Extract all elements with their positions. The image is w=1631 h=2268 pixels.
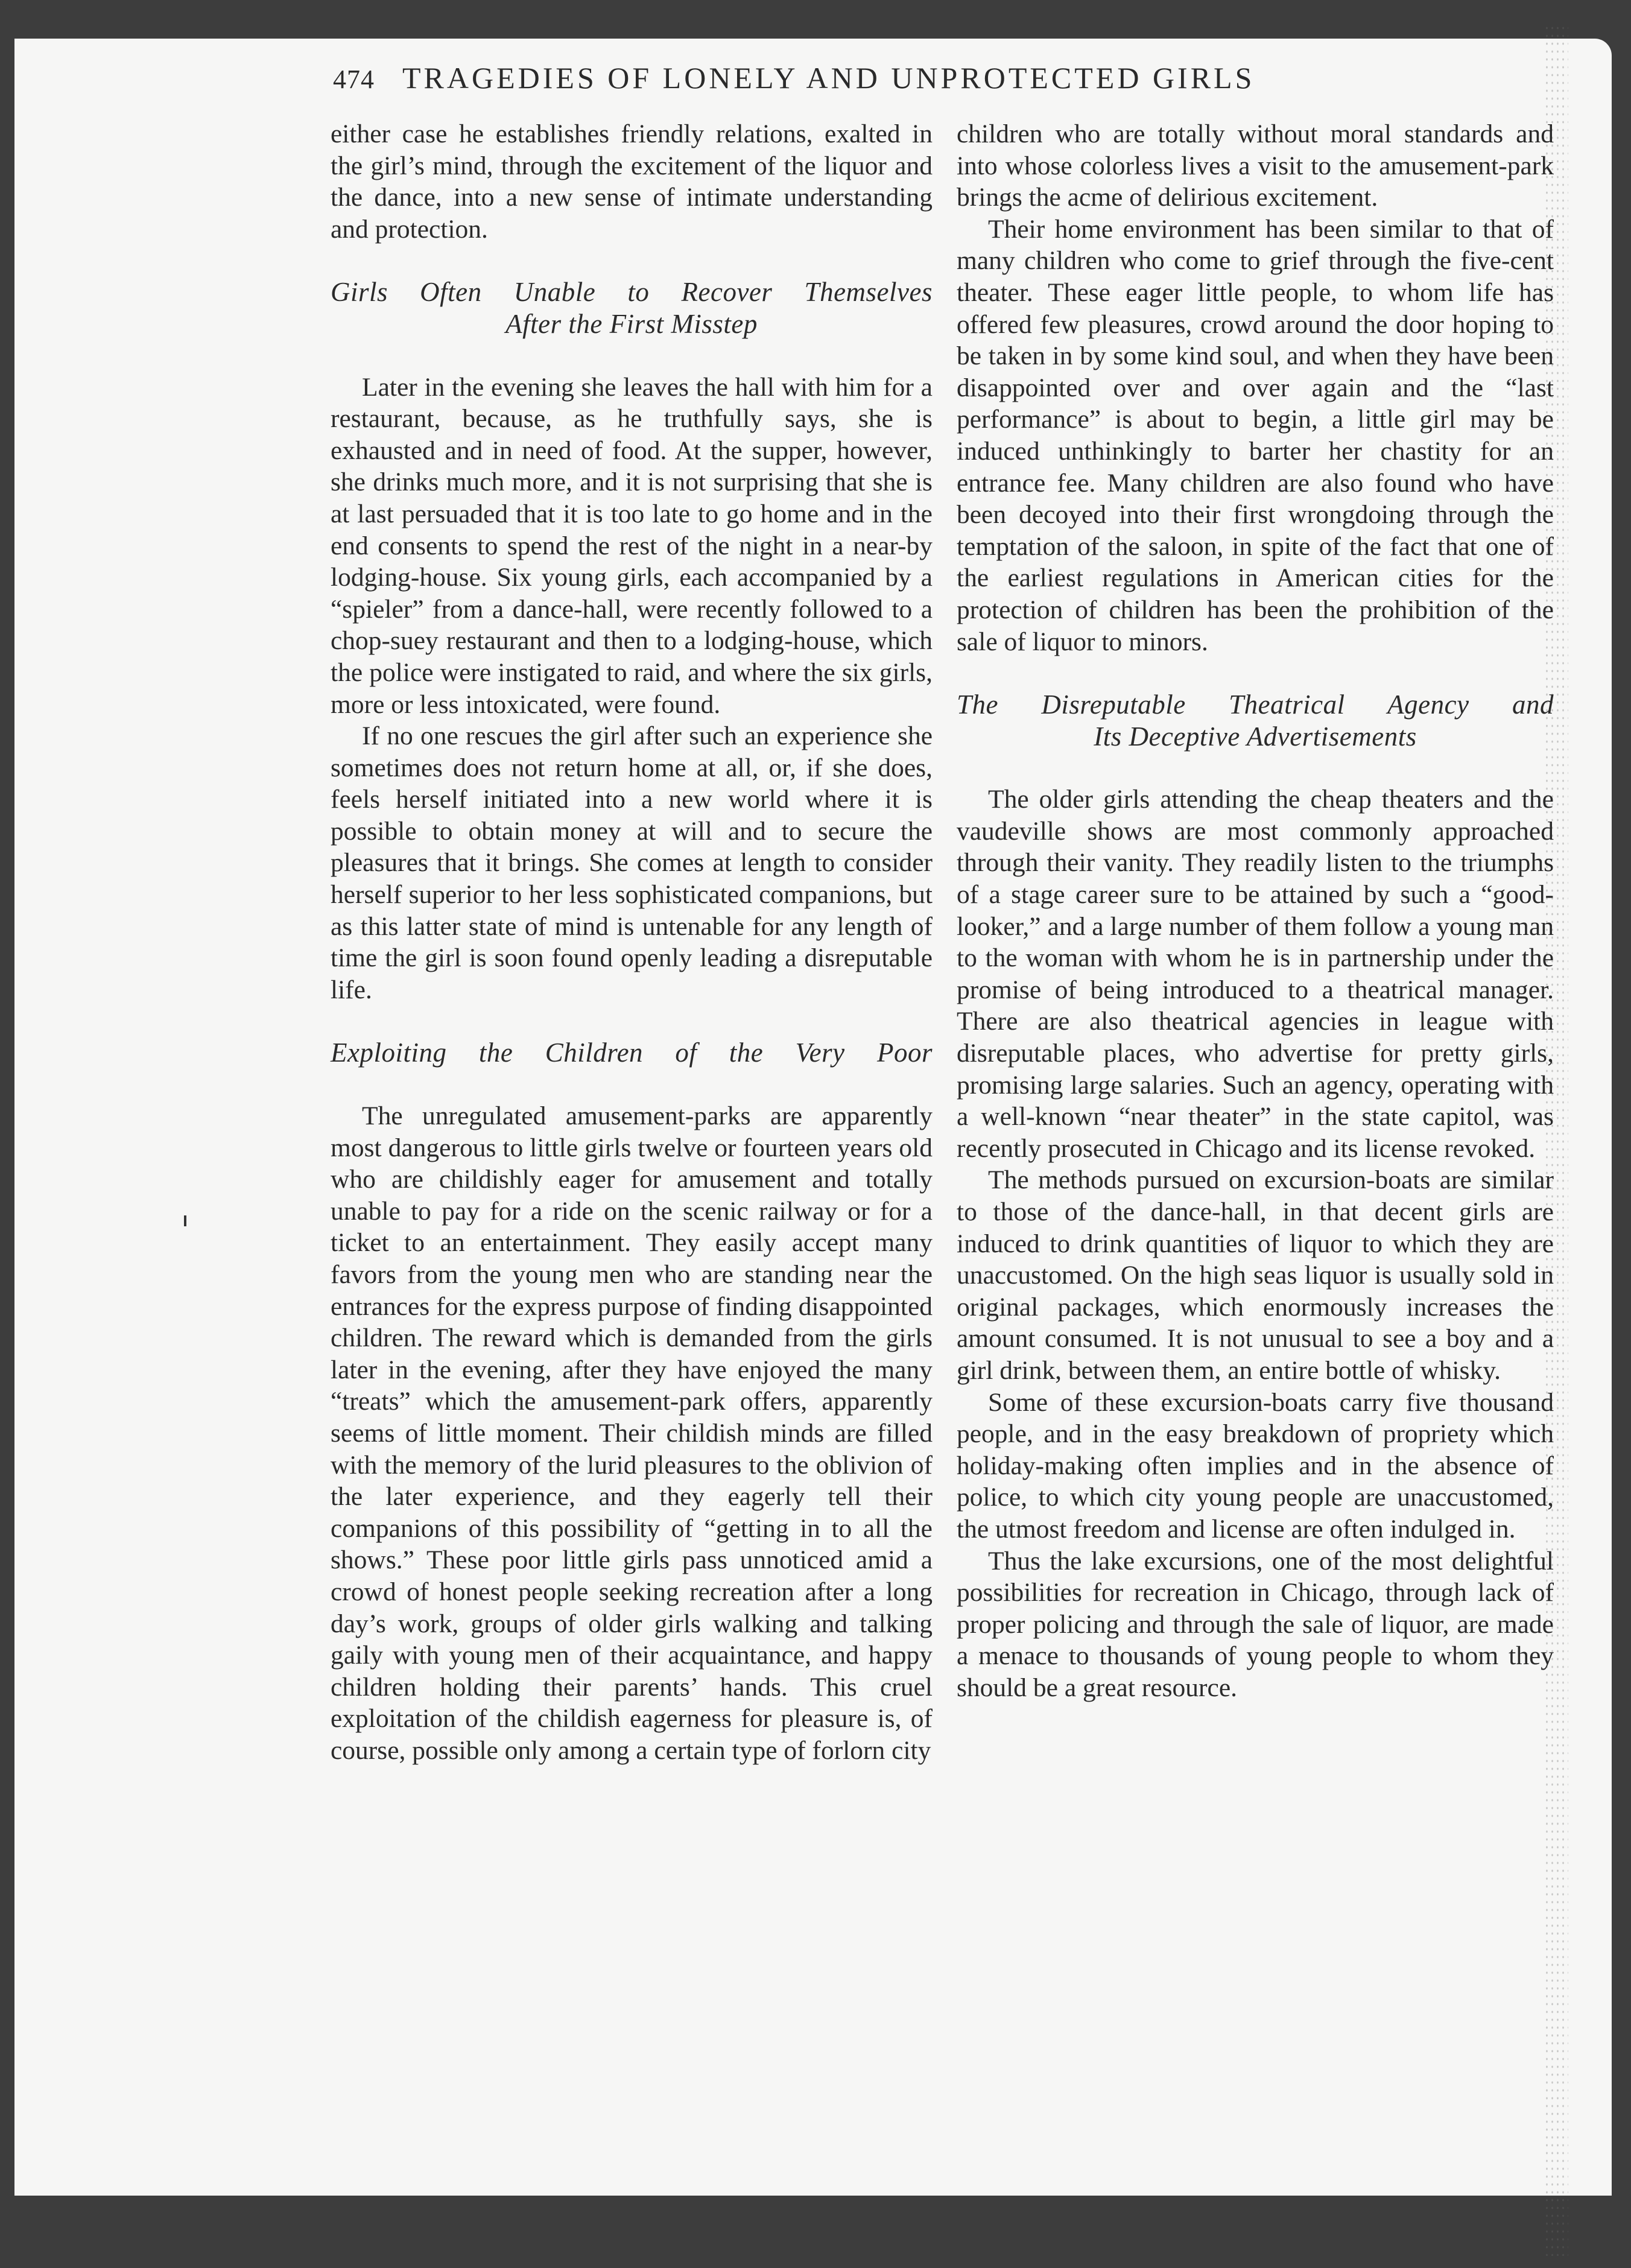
left-column bbox=[331, 118, 933, 1767]
section-heading-line: After the First Misstep bbox=[505, 308, 758, 339]
paragraph: Thus the lake excursions, one of the most delightful possibilities for recreation in Chicago, through lack of proper policing and through the sale of liquor, are made a menace to thousands of young people to whom they should be a great resource. bbox=[957, 1546, 1554, 1702]
paragraph: either case he establishes friendly relations, exalted in the girl’s mind, through the excitement of the liquor and the dance, into a new sense of intimate understanding and protection. bbox=[331, 119, 933, 244]
paragraph: children who are totally without moral standards and into whose colorless lives a visit to the amusement-park brings the acme of delirious excitement. bbox=[957, 119, 1554, 212]
section-heading-line: Exploiting the Children of the Very Poor bbox=[331, 1037, 933, 1068]
running-head bbox=[333, 60, 1539, 103]
section-heading bbox=[331, 276, 933, 340]
section-heading bbox=[957, 689, 1554, 752]
paragraph: The methods pursued on excursion-boats are similar to those of the dance-hall, in that decent girls are induced to drink quantities of liquor to which they are unaccustomed. On the high seas liquor is usually sold in original packages, which enormously increases the amount consumed. It is not unusual to see a boy and a girl drink, between them, an entire bottle of whisky. bbox=[957, 1165, 1554, 1385]
section-heading-line: The Disreputable Theatrical Agency and bbox=[957, 689, 1554, 720]
section-heading bbox=[331, 1037, 933, 1069]
section-heading-line: Girls Often Unable to Recover Themselves bbox=[331, 277, 933, 308]
paragraph: Their home environment has been similar to that of many children who come to grief through the five-cent theater. These eager little people, to whom life has offered few pleasures, crowd around the door hoping to be taken in by some kind soul, and when they have been disappointed over and over again and the “last performance” is about to begin, a little girl may be induced unthinkingly to barter her chastity for an entrance fee. Many children are also found who have been decoyed into their first wrongdoing through the temptation of the saloon, in spite of the fact that one of the earliest regulations in American cities for the protection of children has been the prohibition of the sale of liquor to minors. bbox=[957, 214, 1554, 656]
paragraph: The older girls attending the cheap theaters and the vaudeville shows are most commonly approached through their vanity. They readily listen to the triumphs of a stage career sure to be attained by such a “good-looker,” and a large number of them follow a young man to the woman with whom he is in partnership under the promise of being introduced to a theatrical manager. There are also theatrical agencies in league with disreputable places, who advertise for pretty girls, promising large salaries. Such an agency, operating with a well-known “near theater” in the state capitol, was recently prosecuted in Chicago and its license revoked. bbox=[957, 785, 1554, 1163]
paragraph: Later in the evening she leaves the hall with him for a restaurant, because, as he truthfully says, she is exhausted and in need of food. At the supper, however, she drinks much more, and it is not surprising that she is at last persuaded that it is too late to go home and in the end consents to spend the rest of the night in a near-by lodging-house. Six young girls, each accompanied by a “spieler” from a dance-hall, were recently followed to a chop-suey restaurant and then to a lodging-house, which the police were instigated to raid, and where the six girls, more or less intoxicated, were found. bbox=[331, 372, 933, 719]
section-heading-line: Its Deceptive Advertisements bbox=[1094, 721, 1417, 752]
running-title: TRAGEDIES OF LONELY AND UNPROTECTED GIRLS bbox=[402, 61, 1255, 95]
right-column bbox=[957, 118, 1554, 1704]
stray-ink-mark bbox=[184, 1215, 186, 1226]
paragraph: Some of these excursion-boats carry five thousand people, and in the easy breakdown of propriety which holiday-making often implies and in the absence of police, to which city young people are unaccustomed, the utmost freedom and license are often indulged in. bbox=[957, 1387, 1554, 1544]
scan-bottom-edge bbox=[0, 2196, 1631, 2268]
paragraph: If no one rescues the girl after such an experience she sometimes does not return home at all, or, if she does, feels herself initiated into a new world where it is possible to obtain money at will and to secure the pleasures that it brings. She comes at length to consider herself superior to her less sophisticated companions, but as this latter state of mind is untenable for any length of time the girl is soon found openly leading a disreputable life. bbox=[331, 721, 933, 1004]
paragraph: The unregulated amusement-parks are apparently most dangerous to little girls twelve or fourteen years old who are childishly eager for amusement and totally unable to pay for a ride on the scenic railway or for a ticket to an entertainment. They easily accept many favors from the young men who are standing near the entrances for the express purpose of finding disappointed children. The reward which is demanded from the girls later in the evening, after they have enjoyed the many “treats” which the amusement-park offers, apparently seems of little moment. Their childish minds are filled with the memory of the lurid pleasures to the oblivion of the later experience, and they eagerly tell their companions of this possibility of “getting in to all the shows.” These poor little girls pass unnoticed amid a crowd of honest people seeking recreation after a long day’s work, groups of older girls walking and talking gaily with young men of their acquaintance, and happy children holding their parents’ hands. This cruel exploitation of the childish eagerness for pleasure is, of course, possible only among a certain type of forlorn city bbox=[331, 1101, 933, 1765]
page-number: 474 bbox=[333, 65, 375, 94]
